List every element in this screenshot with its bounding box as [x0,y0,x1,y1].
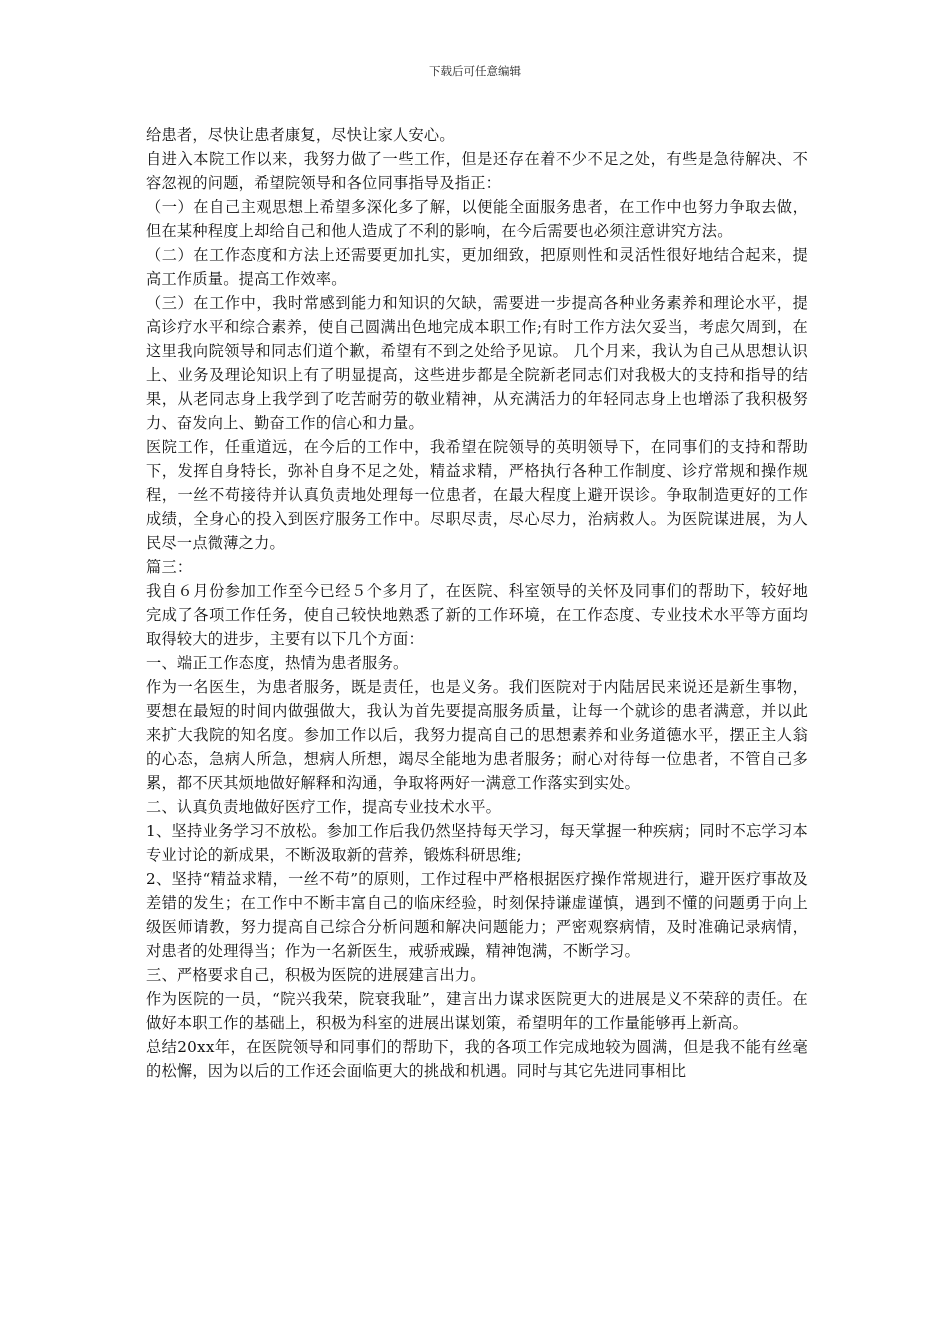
section-heading-3: 三、严格要求自己，积极为医院的进展建言出力。 [146,966,486,984]
section-heading-1: 一、端正工作态度，热情为患者服务。 [146,654,409,672]
paragraph-8: 作为一名医生，为患者服务，既是责任，也是义务。我们医院对于内陆居民来说还是新生事物，要想在最短的时间内做强做大，我认为首先要提高服务质量，让每一个就诊的患者满意，并以此来扩大我院的知名度。参加工作以后，我努力提高自己的思想素养和业务道德水平，摆正主人翁的心态，急病人所急，想病人所想，竭尽全能地为患者服务；耐心对待每一位患者，不管自己多累，都不厌其烦地做好解释和沟通，争取将两好一满意工作落实到实处。 [146,678,808,792]
list-item-2: 2、坚持“精益求精，一丝不苟”的原则，工作过程中严格根据医疗操作常规进行，避开医疗事故及差错的发生；在工作中不断丰富自己的临床经验，时刻保持谦虚谨慎，遇到不懂的问题勇于向上级医师请教，努力提高自己综合分析问题和解决问题能力；严密观察病情，及时准确记录病情，对患者的处理得当；作为一名新医生，戒骄戒躁，精神饱满，不断学习。 [146,870,808,960]
paragraph-5: （三）在工作中，我时常感到能力和知识的欠缺，需要进一步提高各种业务素养和理论水平，提高诊疗水平和综合素养，使自己圆满出色地完成本职工作;有时工作方法欠妥当，考虑欠周到，在这里我向院领导和同志们道个歉，希望有不到之处给予见谅。 几个月来，我认为自己从思想认识上、业务及理论知识上有了明显提高，这些进步都是全院新老同志们对我极大的支持和指导的结果，从老同志身上我学到了吃苦耐劳的敬业精神，从充满活力的年轻同志身上也增添了我积极努力、奋发向上、勤奋工作的信心和力量。 [146,294,808,432]
paragraph-6: 医院工作，任重道远，在今后的工作中，我希望在院领导的英明领导下，在同事们的支持和帮助下，发挥自身特长，弥补自身不足之处，精益求精，严格执行各种工作制度、诊疗常规和操作规程，一丝不苟接待并认真负责地处理每一位患者，在最大程度上避开误诊。争取制造更好的工作成绩，全身心的投入到医疗服务工作中。尽职尽责，尽心尽力，治病救人。为医院谋进展，为人民尽一点微薄之力。 [146,438,808,552]
paragraph-1: 给患者，尽快让患者康复，尽快让家人安心。 [146,126,455,144]
paragraph-7: 我自６月份参加工作至今已经５个多月了，在医院、科室领导的关怀及同事们的帮助下，较好地完成了各项工作任务，使自己较快地熟悉了新的工作环境，在工作态度、专业技术水平等方面均取得较大的进步，主要有以下几个方面： [146,582,808,648]
list-item-1: 1、坚持业务学习不放松。参加工作后我仍然坚持每天学习，每天掌握一种疾病；同时不忘学习本专业讨论的新成果，不断汲取新的营养，锻炼科研思维; [146,822,808,864]
paragraph-10: 总结20xx年，在医院领导和同事们的帮助下，我的各项工作完成地较为圆满，但是我不能有丝毫的松懈，因为以后的工作还会面临更大的挑战和机遇。同时与其它先进同事相比 [146,1038,808,1080]
paragraph-4: （二）在工作态度和方法上还需要更加扎实，更加细致，把原则性和灵活性很好地结合起来，提高工作质量。提高工作效率。 [146,246,808,288]
paragraph-2: 自进入本院工作以来，我努力做了一些工作，但是还存在着不少不足之处，有些是急待解决、不容忽视的问题，希望院领导和各位同事指导及指正： [146,150,808,192]
document-body [146,123,808,1083]
paragraph-9: 作为医院的一员，“院兴我荣，院衰我耻”，建言出力谋求医院更大的进展是义不荣辞的责任。在做好本职工作的基础上，积极为科室的进展出谋划策，希望明年的工作量能够再上新高。 [146,990,808,1032]
paragraph-3: （一）在自己主观思想上希望多深化多了解，以便能全面服务患者，在工作中也努力争取去做，但在某种程度上却给自己和他人造成了不利的影响，在今后需要也必须注意讲究方法。 [146,198,808,240]
section-heading-part-three: 篇三： [146,558,193,576]
section-heading-2: 二、认真负责地做好医疗工作，提高专业技术水平。 [146,798,502,816]
page-header-note: 下载后可任意编辑 [429,64,521,78]
